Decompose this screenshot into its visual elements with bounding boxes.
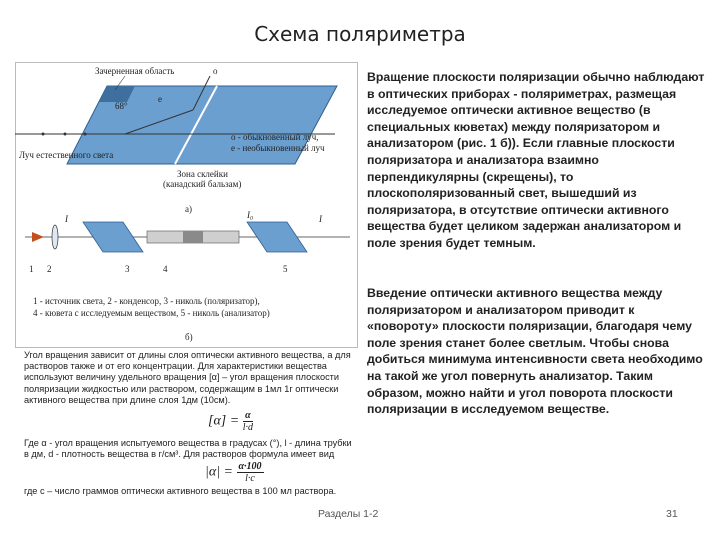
glue-zone-label-1: Зона склейки bbox=[177, 169, 228, 179]
page-number: 31 bbox=[666, 508, 678, 520]
footer-section: Разделы 1-2 bbox=[318, 508, 379, 520]
formula2-lhs: |α| = bbox=[205, 464, 233, 480]
e-symbol: е bbox=[158, 94, 162, 104]
formula1-num: α bbox=[243, 410, 253, 422]
o-symbol: о bbox=[213, 66, 218, 76]
polarimeter-figure bbox=[15, 62, 358, 348]
paragraph-2: Введение оптически активного вещества между поляризатором и анализатором приводит к «повороту» плоскости поляризации, благодаря чему поле зрения станет более светлым. Чтобы снова добиться минимума интенсивности света необходимо на такой же угол повернуть анализатор. Таким образом, можно найти и угол поворота плоскости поляризации в исследуемом веществе. bbox=[367, 286, 703, 417]
paragraph-1: Вращение плоскости поляризации обычно наблюдают в оптических приборах - поляриметрах, размещая исследуемое оптически активное вещество (в специальных кюветах) между поляризатором и анализатором (рис. 1 б)). Если главные плоскости поляризатора и анализатора взаимно перпендикулярны (скрещены), то плоскополяризованный свет, вышедший из поляризатора, в отсутствие оптически активного вещества будет целиком задержан анализатором и поле зрения будет темным. bbox=[367, 70, 705, 250]
ray-o-label: о - обыкновенный луч, bbox=[231, 132, 319, 142]
formula1-lhs: [α] = bbox=[208, 413, 240, 429]
num-1: 1 bbox=[29, 264, 34, 274]
label-shaded: Зачерненная область bbox=[95, 66, 175, 76]
num-5: 5 bbox=[283, 264, 288, 274]
I-left: I bbox=[65, 214, 68, 224]
ray-e-label: е - необыкновенный луч bbox=[231, 143, 325, 153]
natural-light-label: Луч естественного света bbox=[19, 150, 114, 160]
num-3: 3 bbox=[125, 264, 130, 274]
num-4: 4 bbox=[163, 264, 168, 274]
cuvette-sample bbox=[183, 231, 203, 243]
angle-label: 68° bbox=[115, 101, 128, 111]
legend-line-1: 1 - источник света, 2 - конденсор, 3 - николь (поляризатор), bbox=[33, 296, 260, 306]
formula1-den: l·d bbox=[242, 422, 253, 433]
legend-line-2: 4 - кювета с исследуемым веществом, 5 - николь (анализатор) bbox=[33, 308, 270, 318]
note-concentration: где с – число граммов оптически активного вещества в 100 мл раствора. bbox=[24, 486, 337, 496]
slide-title: Схема поляриметра bbox=[254, 22, 466, 46]
note-specific-rotation: Угол вращения зависит от длины слоя оптически активного вещества, а для растворов также и от его концентрации. Для характеристики вещества используют величину удельного вращения [α] – угол вращения плоскости поляризации жидкостью или раствором, содержащим в 1мл 1г оптически активного вещества при длине слоя 1дм (10см). bbox=[24, 350, 351, 405]
formula-solution bbox=[205, 461, 264, 484]
I-mid: I₀ bbox=[247, 210, 254, 220]
num-2: 2 bbox=[47, 264, 52, 274]
label-a: а) bbox=[185, 204, 192, 214]
formula2-num: α·100 bbox=[238, 461, 262, 472]
label-b: б) bbox=[185, 332, 193, 342]
formula2-den: l·c bbox=[245, 473, 255, 484]
glue-zone-label-2: (канадский бальзам) bbox=[163, 179, 242, 189]
note-variables: Где α - угол вращения испытуемого вещества в градусах (°), l - длина трубки в дм, d - плотность вещества в г/см³. Для растворов формула имеет вид bbox=[24, 438, 352, 460]
formula-specific-rotation bbox=[208, 410, 253, 433]
I-right: I bbox=[319, 214, 322, 224]
condenser bbox=[52, 225, 58, 249]
